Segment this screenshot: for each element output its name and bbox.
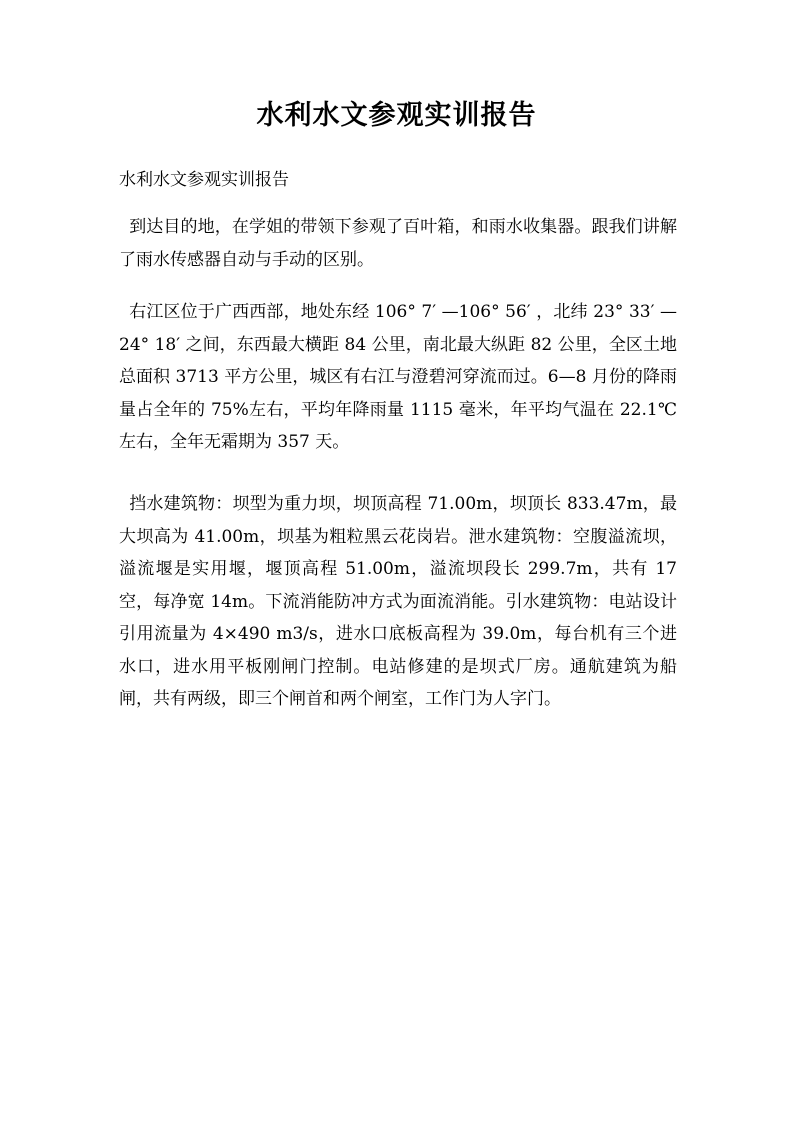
paragraph-visit: 到达目的地，在学姐的带领下参观了百叶箱，和雨水收集器。跟我们讲解了雨水传感器自动与手动的区别。 — [119, 217, 677, 270]
paragraph-structures: 挡水建筑物：坝型为重力坝，坝顶高程 71.00m，坝顶长 833.47m，最大坝高为 41.00m，坝基为粗粒黑云花岗岩。泄水建筑物：空腹溢流坝，溢流堰是实用堰，堰顶高程 51.00m，溢流坝段长 299.7m，共有 17 空，每净宽 14m。下流消能防冲方式为面流消能。引水建筑物：电站设计引用流量为 4×490 m3/s，进水口底板高程为 39.0m，每台机有三个进水口，进水用平板刚闸门控制。电站修建的是坝式厂房。通航建筑为船闸，共有两级，即三个闸首和两个闸室，工作门为人字门。 — [119, 494, 677, 709]
paragraph-geography: 右江区位于广西西部，地处东经 106° 7′ —106° 56′ ，北纬 23° 33′ —24° 18′ 之间，东西最大横距 84 公里，南北最大纵距 82 公里，全区土地总面积 3713 平方公里，城区有右江与澄碧河穿流而过。6—8 月份的降雨量占全年的 75%左右，平均年降雨量 1115 毫米，年平均气温在 22.1℃左右，全年无霜期为 357 天。 — [119, 302, 677, 452]
document-title: 水利水文参观实训报告 — [256, 100, 537, 131]
document-subtitle: 水利水文参观实训报告 — [119, 170, 289, 190]
